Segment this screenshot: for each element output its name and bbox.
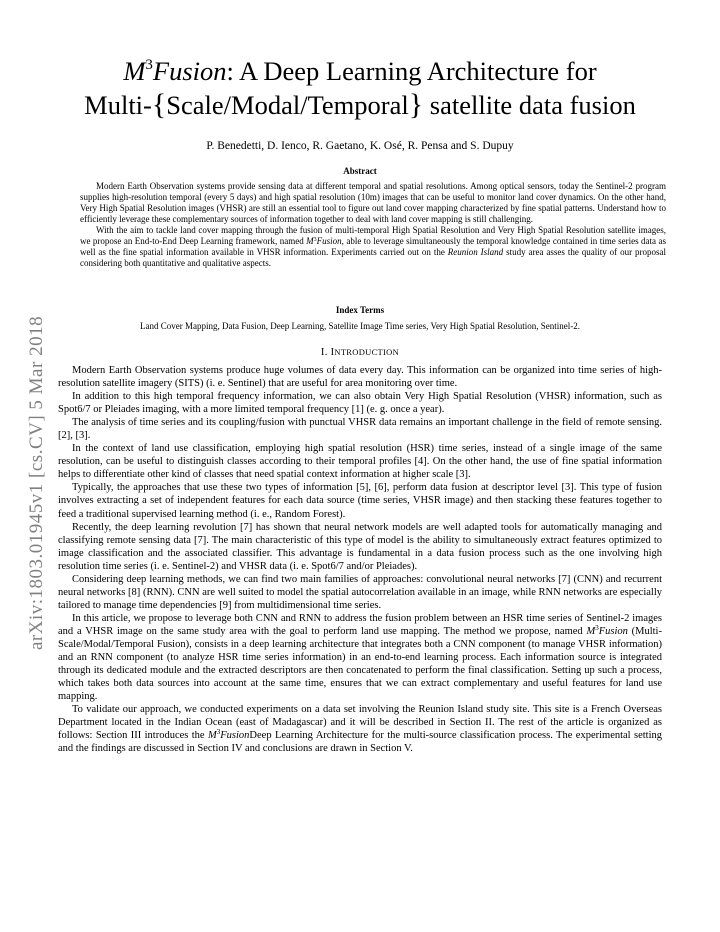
model-name-inline: $M^3Fusion$ [208, 728, 250, 742]
body-paragraph: Typically, the approaches that use these two types of information [5], [6], perform data fusion at descriptor level [3]. This type of fusion involves extracting a set of independent features for each data source (time series, VHSR image) and then stacking these features together to feed a traditional supervised learning method (i. e., Random Forest). [58, 482, 662, 520]
body-paragraph: To validate our approach, we conducted experiments on a data set involving the Reunion Island study site. This site is a French Overseas Department located in the Indian Ocean (east of Madagascar) and it will be described in Section II. The rest of the article is organized as follows: Section III introduces the $M^3FusionDeep$ Learning Architecture for the multi-source classification process. The experimental setting and the findings are discussed in Section IV and conclusions are drawn in Section V. [58, 704, 662, 755]
body-paragraph: In this article, we propose to leverage both CNN and RNN to address the fusion problem between an HSR time series of Sentinel-2 images and a VHSR image on the same study area with the goal to perform land use mapping. The method we propose, named $M^3Fusion$ (Multi-Scale/Modal/Temporal Fusion), consists in a deep learning architecture that integrates both a CNN component (to manage VHSR information) and an RNN component (to analyze HSR time series information) in an end-to-end learning process. Each information source is integrated through its dedicated module and the extracted descriptors are then concatenated to perform the final classification. Setting up such a process, which takes both data sources into account at the same time, ensures that we can extract complementary and useful features for land use mapping. [58, 612, 662, 703]
model-name-inline: $M^3Fusion$ [586, 623, 628, 637]
abstract-heading: Abstract [343, 166, 377, 176]
arxiv-stamp: arXiv:1803.01945v1 [cs.CV] 5 Mar 2018 [26, 315, 47, 650]
index-terms: Land Cover Mapping, Data Fusion, Deep Learning, Satellite Image Time series, Very High Spatial Resolution, Sentinel-2. [139, 321, 580, 331]
title-model-name: $M^3Fusion$ [123, 56, 227, 86]
abstract [80, 181, 666, 269]
body-paragraph: Considering deep learning methods, we can find two main families of approaches: convolutional neural networks [7] (CNN) and recurrent neural networks [8] (RNN). CNN are well suited to model the spatial autocorrelation available in an image, while RNN networks are especially tailored to manage time dependencies [9] from multidimensional time series. [58, 573, 662, 611]
body-paragraph: In addition to this high temporal frequency information, we can also obtain Very High Spatial Resolution (VHSR) information, such as Spot6/7 or Pleiades imaging, with a more limited temporal frequency [1] (e. g. once a year). [58, 391, 662, 416]
section-heading: I. INTRODUCTION [320, 347, 400, 358]
index-terms-heading: Index Terms [335, 305, 385, 315]
body-paragraph: Recently, the deep learning revolution [7] has shown that neural network models are well adapted tools for automatically managing and classifying remote sensing data [7]. The main characteristic of this type of model is the ability to simultaneously extract features optimized to image classification and the associated classifier. This advantage is fundamental in a data fusion process such as the one involving high resolution time series (i. e. Sentinel-2) and VHSR data (i. e. Spot6/7 and/or Pleiades). [58, 521, 662, 572]
author-list: P. Benedetti, D. Ienco, R. Gaetano, K. Osé, R. Pensa and S. Dupuy [206, 140, 514, 152]
body-paragraph: In the context of land use classification, employing high spatial resolution (HSR) time series, instead of a single image of the same resolution, can be useful to distinguish classes according to their temporal profiles [4]. On the other hand, the use of fine spatial information helps to differentiate other kind of classes that need spatial context information at higher scale [3]. [58, 443, 662, 481]
paper-title [50, 54, 670, 122]
title-line-1: $M^3Fusion$: A Deep Learning Architecture for [123, 56, 597, 86]
body-text [58, 364, 662, 755]
model-name-inline: $M^3Fusion$ [306, 236, 342, 247]
body-paragraph: The analysis of time series and its coupling/fusion with punctual VHSR data remains an important challenge in the field of remote sensing. [2], [3]. [58, 417, 662, 442]
abstract-paragraph: With the aim to tackle land cover mapping through the fusion of multi-temporal High Spatial Resolution and Very High Spatial Resolution satellite images, we propose an End-to-End Deep Learning framework, named $M^3Fusion$, able to leverage simultaneously the temporal knowledge contained in time series data as well as the fine spatial information available in VHSR information. Experiments carried out on the Reunion Island study area asses the quality of our proposal considering both quantitative and qualitative aspects. [80, 225, 666, 269]
body-paragraph: Modern Earth Observation systems produce huge volumes of data every day. This information can be organized into time series of high-resolution satellite imagery (SITS) (i. e. Sentinel) that are useful for area monitoring over time. [58, 365, 662, 390]
title-line-2: Multi-{Scale/Modal/Temporal} satellite data fusion [84, 88, 636, 121]
abstract-paragraph: Modern Earth Observation systems provide sensing data at different temporal and spatial resolutions. Among optical sensors, today the Sentinel-2 program supplies high-resolution temporal (every 5 days) and high spatial resolution (10m) images that can be useful to monitor land cover dynamics. On the other hand, Very High Spatial Resolution images (VHSR) are still an essential tool to figure out land cover mapping characterized by fine spatial patterns. Understand how to efficiently leverage these complementary sources of information together to deal with land cover mapping is still challenging. [80, 181, 666, 225]
